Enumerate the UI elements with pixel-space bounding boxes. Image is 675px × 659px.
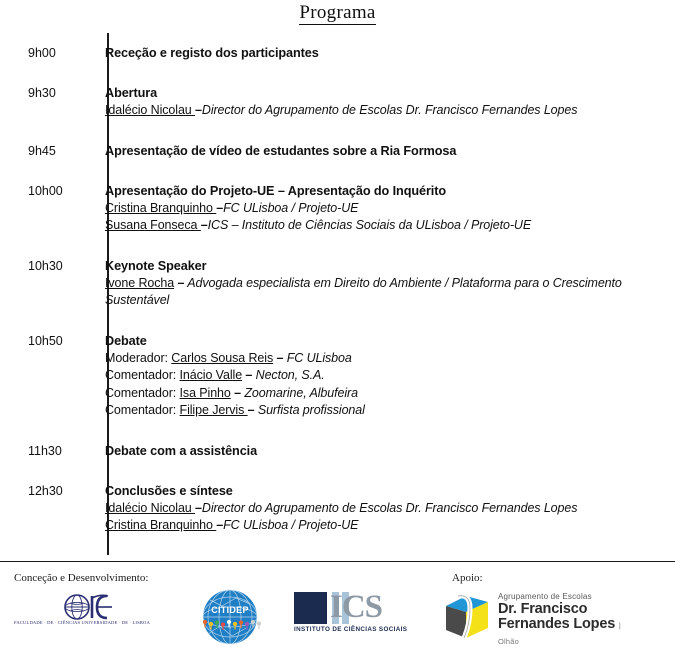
citidep-globe-icon: [196, 586, 264, 648]
schedule-row: [0, 171, 675, 235]
speaker-affiliation: ICS – Instituto de Ciências Sociais da ULisboa / Projeto-UE: [207, 218, 532, 232]
speaker-role: Comentador:: [105, 368, 180, 382]
speaker-affiliation: FC ULisboa: [283, 350, 352, 365]
page-title-text: Programa: [299, 2, 376, 23]
footer: [0, 562, 675, 659]
speaker-name: Isa Pinho: [179, 385, 231, 400]
speaker-name: Ivone Rocha: [105, 275, 175, 290]
schedule-speaker-line: [105, 350, 675, 368]
speaker-name: Idalécio Nicolau: [105, 103, 196, 117]
speaker-affiliation: Director do Agrupamento de Escolas Dr. Francisco Fernandes Lopes: [201, 103, 578, 117]
schedule-speaker-line: [105, 385, 675, 403]
escola-suffix: | Olhão: [498, 621, 622, 646]
escola-line1: Agrupamento de Escolas: [498, 592, 592, 601]
speaker-affiliation: FC ULisboa / Projeto-UE: [223, 200, 359, 215]
fcul-logo: [14, 592, 150, 632]
schedule-row: [0, 246, 675, 310]
speaker-dash: –: [216, 518, 224, 532]
agrupamento-escolas-logo: [436, 590, 636, 646]
speaker-affiliation: Director do Agrupamento de Escolas Dr. Francisco Fernandes Lopes: [201, 500, 578, 515]
schedule-time: 9h45: [28, 143, 56, 158]
ics-mark: [294, 589, 412, 625]
schedule-heading: Debate com a assistência: [105, 443, 258, 458]
schedule-row: [0, 431, 675, 460]
schedule-time: 10h00: [28, 183, 63, 198]
escola-line3: [498, 617, 643, 649]
speaker-dash: –: [242, 368, 253, 382]
speaker-name: Carlos Sousa Reis: [171, 350, 274, 365]
agrupamento-escolas-text: [498, 592, 643, 649]
speaker-dash: –: [230, 385, 241, 400]
page-title: [0, 2, 675, 24]
speaker-affiliation: Necton, S.A.: [252, 368, 325, 382]
citidep-logo: [196, 586, 264, 648]
speaker-affiliation: Advogada especialista em Direito do Ambiente / Plataforma para o Crescimento Sustentável: [105, 275, 622, 307]
schedule-rows: [0, 33, 675, 546]
speaker-name: Filipe Jervis: [179, 403, 248, 417]
schedule-speaker-line: [105, 217, 675, 235]
schedule-row: [0, 471, 675, 535]
schedule-speaker-line: [105, 275, 675, 310]
schedule-time: 9h30: [28, 86, 56, 100]
schedule-heading: Apresentação de vídeo de estudantes sobre a Ria Formosa: [105, 143, 457, 158]
schedule-row: [0, 131, 675, 160]
fcul-logo-caption: FACULDADE · DE · CIÊNCIAS UNIVERSIDADE · DE · LISBOA: [14, 620, 150, 625]
speaker-dash: –: [195, 103, 202, 117]
speaker-affiliation: FC ULisboa / Projeto-UE: [223, 518, 359, 532]
schedule-detail: [95, 131, 675, 160]
speaker-dash: –: [273, 350, 284, 365]
footer-label-support: Apoio:: [452, 572, 483, 584]
speaker-name: Cristina Branquinho: [105, 518, 217, 532]
speaker-name: Cristina Branquinho: [105, 200, 217, 215]
programme-schedule: [0, 33, 675, 555]
schedule-detail: [95, 246, 675, 310]
schedule-heading: Keynote Speaker: [105, 258, 207, 273]
speaker-name: Inácio Valle: [179, 368, 243, 382]
speaker-name: Idalécio Nicolau: [105, 500, 196, 515]
footer-label-development: Conceção e Desenvolvimento:: [14, 572, 149, 584]
ics-square-icon: [294, 592, 327, 624]
speaker-dash: –: [247, 403, 255, 417]
schedule-speaker-line: [105, 500, 675, 518]
schedule-heading: Abertura: [105, 86, 158, 100]
speaker-dash: –: [216, 200, 224, 215]
ics-logo: [294, 589, 412, 638]
escola-line3-text: Fernandes Lopes: [498, 616, 616, 632]
schedule-time: 10h30: [28, 258, 63, 273]
escola-line2: Dr. Francisco: [498, 601, 588, 617]
schedule-row: [0, 33, 675, 62]
speaker-role: Comentador:: [105, 385, 180, 400]
svg-text:CITIDEP: CITIDEP: [211, 605, 249, 615]
schedule-detail: [95, 471, 675, 535]
book-cube-icon: [436, 590, 496, 642]
schedule-time: 9h00: [28, 46, 56, 60]
schedule-row: [0, 321, 675, 420]
schedule-heading: Receção e registo dos participantes: [105, 46, 319, 60]
schedule-time: 11h30: [28, 443, 62, 458]
schedule-detail: [95, 321, 675, 420]
schedule-detail: [95, 171, 675, 235]
schedule-detail: [95, 431, 675, 460]
speaker-role: Comentador:: [105, 403, 180, 417]
schedule-speaker-line: [105, 517, 675, 535]
speaker-affiliation: Surfista profissional: [254, 403, 365, 417]
fcul-globe-icon: [62, 592, 120, 622]
speaker-affiliation: Zoomarine, Albufeira: [241, 385, 358, 400]
schedule-speaker-line: [105, 200, 675, 218]
speaker-dash: –: [174, 275, 185, 290]
schedule-heading: Apresentação do Projeto-UE – Apresentação do Inquérito: [105, 183, 446, 198]
schedule-detail: [95, 73, 675, 120]
schedule-speaker-line: [105, 402, 675, 420]
speaker-dash: –: [195, 500, 202, 515]
schedule-speaker-line: [105, 367, 675, 385]
schedule-time: 10h50: [28, 333, 63, 348]
schedule-heading: Debate: [105, 333, 147, 348]
schedule-detail: [95, 33, 675, 62]
speaker-dash: –: [200, 218, 208, 232]
schedule-heading: Conclusões e síntese: [105, 483, 233, 498]
speaker-role: Moderador:: [105, 350, 172, 365]
schedule-row: [0, 73, 675, 120]
ics-logo-caption: INSTITUTO DE CIÊNCIAS SOCIAIS: [294, 626, 408, 633]
ics-letters: ICS: [330, 589, 383, 625]
schedule-time: 12h30: [28, 483, 63, 498]
speaker-name: Susana Fonseca: [105, 218, 201, 232]
schedule-speaker-line: [105, 102, 675, 120]
